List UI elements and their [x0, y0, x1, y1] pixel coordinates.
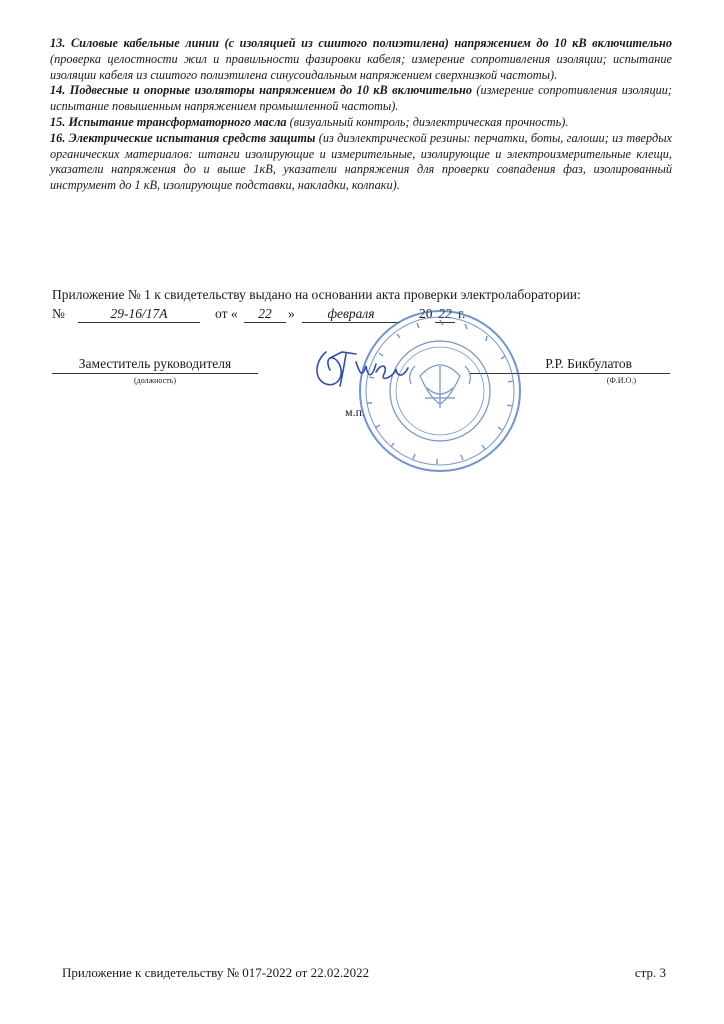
act-month: февраля — [302, 306, 400, 323]
list-item — [50, 131, 672, 194]
position-caption: (должность) — [134, 376, 176, 385]
act-year-prefix: 20 — [419, 306, 433, 321]
item-title: 15. Испытание трансформаторного масла — [50, 114, 287, 129]
footer-reference: Приложение к свидетельству № 017-2022 от 22.02.2022 — [62, 965, 370, 980]
act-number: 29-16/17А — [78, 306, 200, 323]
item-title: 13. Силовые кабельные линии (с изоляцией из сшитого полиэтилена) напряжением до 10 кВ включительно — [50, 36, 672, 50]
item-description: (измерение сопротивления изоляции; испытание повышенным напряжением промышленной частоты). — [50, 83, 672, 114]
list-item — [50, 83, 672, 115]
act-reference-row — [52, 306, 652, 326]
list-item — [50, 36, 672, 83]
item-title: 14. Подвесные и опорные изоляторы напряжением до 10 кВ включительно — [50, 83, 472, 98]
act-year-suffix: 22 — [435, 306, 455, 323]
official-seal-icon — [355, 306, 525, 476]
basis-statement — [52, 286, 652, 303]
item-description: (визуальный контроль; диэлектрическая прочность). — [286, 114, 569, 129]
position-value: Заместитель руководителя — [52, 356, 258, 374]
day-close-quote: » — [288, 306, 295, 321]
from-label: от « — [215, 306, 238, 321]
item-title: 16. Электрические испытания средств защиты — [50, 130, 316, 145]
page-number: стр. 3 — [634, 965, 666, 980]
stamp-place-label: м.п. — [345, 405, 366, 419]
act-day: 22 — [244, 306, 286, 323]
year-label: г. — [458, 306, 466, 321]
position-block — [52, 356, 258, 385]
handwritten-signature-icon — [312, 344, 412, 390]
name-caption: (Ф.И.О.) — [606, 376, 636, 385]
page-footer — [62, 965, 666, 983]
basis-text: Приложение № 1 к свидетельству выдано на основании акта проверки электролаборатории: — [52, 287, 581, 302]
item-description: (из диэлектрической резины: перчатки, боты, галоши; из твердых органических материалов: штанги изолирующие и измерительные, изолирующие и электроизмерительные клещи, указатели напряжения до и выше 1кВ, указатели напряжения для проверки совпадения фаз, изолированный инструмент до 1 кВ, изолирующие подставки, накладки, колпаки). — [50, 130, 672, 193]
list-item — [50, 115, 672, 131]
item-description: (проверка целостности жил и правильности фазировки кабеля; измерение сопротивления изоляции; испытание изоляции кабеля из сшитого полиэтилена синусоидальным напряжением сверхнизкой частоты). — [50, 51, 672, 82]
number-label: № — [52, 306, 65, 321]
test-items-list — [50, 36, 672, 194]
name-value: Р.Р. Бикбулатов — [470, 356, 670, 374]
